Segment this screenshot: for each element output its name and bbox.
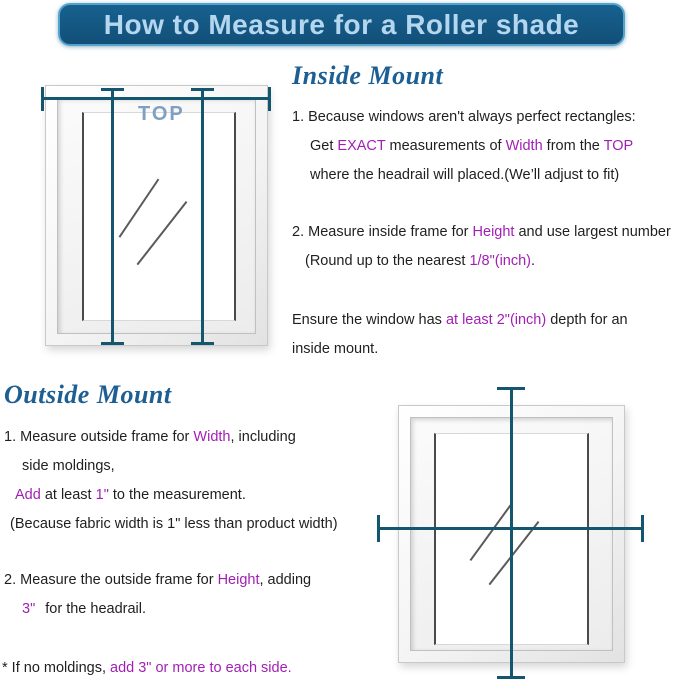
text-line xyxy=(2,654,292,683)
page-title: How to Measure for a Roller shade xyxy=(103,8,580,40)
text-segment: for the headrail. xyxy=(41,601,147,617)
text-line xyxy=(292,306,628,335)
text-segment: Get xyxy=(310,138,338,154)
glass-shine-line xyxy=(489,521,539,585)
inside-width-measure-tick-left xyxy=(41,87,44,111)
text-line xyxy=(4,452,338,481)
inside-height-measure-line-right xyxy=(201,88,204,345)
text-segment: (Round up to the nearest xyxy=(305,253,470,269)
text-line xyxy=(292,103,636,132)
window-glass xyxy=(82,112,236,321)
accent-text: Add xyxy=(15,487,41,503)
text-line xyxy=(4,510,338,539)
accent-text: Height xyxy=(217,572,260,588)
inside-step-1 xyxy=(292,103,636,190)
accent-text: Width xyxy=(505,138,543,154)
outside-height-measure-line xyxy=(510,389,513,679)
accent-text: 3" xyxy=(22,601,36,617)
accent-text: at least 2"(inch) xyxy=(445,312,547,328)
inside-step-2 xyxy=(292,218,671,276)
inside-height-measure-cap xyxy=(191,342,214,345)
text-segment: and use largest number xyxy=(514,224,671,240)
outside-step-1 xyxy=(4,423,338,539)
accent-text: add 3" or more to each side. xyxy=(110,660,292,676)
text-segment: where the headrail will placed.(We’ll adjust to fit) xyxy=(310,167,620,183)
outside-width-measure-line xyxy=(379,527,643,530)
text-line xyxy=(292,247,671,276)
outside-width-measure-tick-left xyxy=(377,515,380,542)
outside-mount-heading: Outside Mount xyxy=(4,380,172,409)
text-segment: , adding xyxy=(259,572,312,588)
inside-window-frame xyxy=(45,85,268,346)
text-line xyxy=(292,132,636,161)
text-line xyxy=(292,161,636,190)
accent-text: 1/8"(inch) xyxy=(469,253,532,269)
glass-shine-line xyxy=(119,179,159,238)
text-segment: depth for an xyxy=(546,312,628,328)
outside-width-measure-tick-right xyxy=(641,515,644,542)
inside-height-measure-line-left xyxy=(111,88,114,345)
outside-height-measure-cap-top xyxy=(497,387,525,390)
inside-height-measure-cap xyxy=(191,88,214,91)
text-line xyxy=(292,335,628,364)
text-line xyxy=(4,566,311,595)
accent-text: Width xyxy=(193,429,231,445)
text-segment: at least xyxy=(40,487,96,503)
inside-width-measure-line xyxy=(42,97,271,100)
outside-molding-note xyxy=(2,654,292,683)
text-segment: (Because fabric width is 1" less than product width) xyxy=(10,516,338,532)
inside-height-measure-cap xyxy=(101,88,124,91)
outside-height-measure-cap-bottom xyxy=(497,676,525,679)
text-segment: to the measurement. xyxy=(108,487,246,503)
title-banner xyxy=(58,3,625,46)
text-segment: 2. Measure inside frame for xyxy=(292,224,473,240)
text-segment: * If no moldings, xyxy=(2,660,110,676)
text-segment: . xyxy=(531,253,536,269)
outside-step-2 xyxy=(4,566,311,624)
inside-width-measure-tick-right xyxy=(268,87,271,111)
text-line xyxy=(4,595,311,624)
text-line xyxy=(292,218,671,247)
text-segment: Ensure the window has xyxy=(292,312,446,328)
text-line xyxy=(4,481,338,510)
text-segment: inside mount. xyxy=(292,341,379,357)
glass-shine-line xyxy=(137,201,187,265)
accent-text: Height xyxy=(472,224,515,240)
text-line xyxy=(4,423,338,452)
inside-depth-note xyxy=(292,306,628,364)
top-label: TOP xyxy=(138,103,185,125)
text-segment: from the xyxy=(542,138,604,154)
text-segment: 2. Measure the outside frame for xyxy=(4,572,218,588)
text-segment: measurements of xyxy=(385,138,506,154)
text-segment: 1. Measure outside frame for xyxy=(4,429,194,445)
accent-text: 1" xyxy=(95,487,109,503)
accent-text: EXACT xyxy=(337,138,386,154)
text-segment: , including xyxy=(230,429,296,445)
inside-height-measure-cap xyxy=(101,342,124,345)
text-segment: 1. Because windows aren't always perfect rectangles: xyxy=(292,109,636,125)
text-segment: side moldings, xyxy=(22,458,115,474)
glass-shine-line xyxy=(470,503,512,561)
inside-mount-heading: Inside Mount xyxy=(292,61,444,90)
accent-text: TOP xyxy=(603,138,634,154)
